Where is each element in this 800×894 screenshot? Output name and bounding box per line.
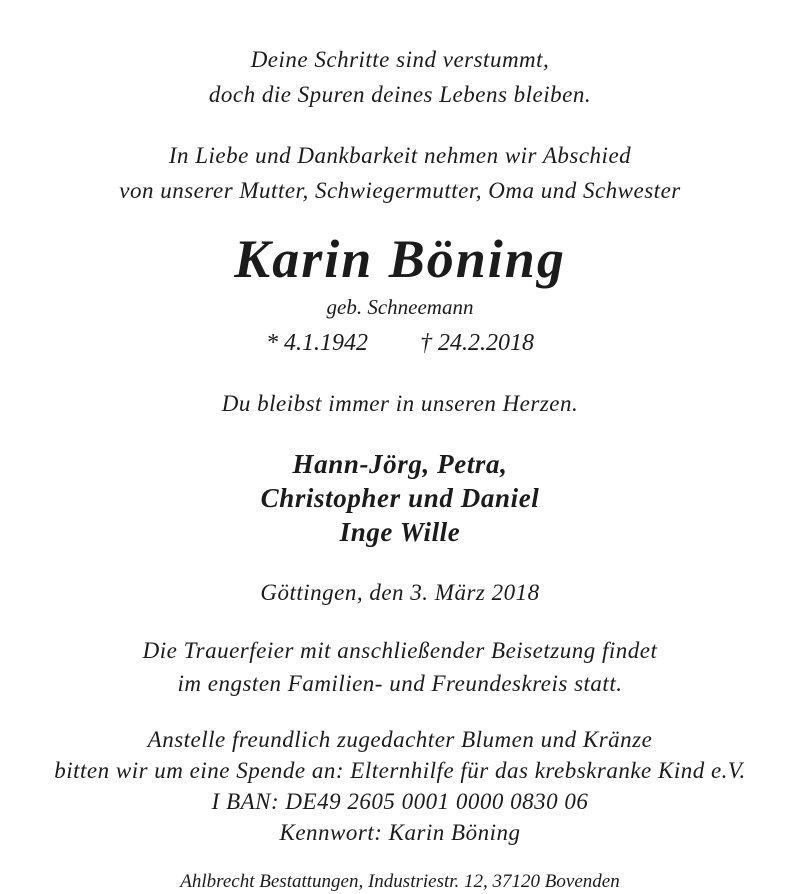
funeral-info-line: im engsten Familien- und Freundeskreis statt. bbox=[177, 671, 623, 696]
epigraph bbox=[0, 42, 800, 112]
funeral-info-line: Die Trauerfeier mit anschließender Beisetzung findet bbox=[142, 638, 658, 663]
maiden-name: geb. Schneemann bbox=[326, 295, 474, 319]
life-dates bbox=[0, 328, 800, 358]
mourner-line: Inge Wille bbox=[339, 517, 461, 547]
donation-iban: I BAN: DE49 2605 0001 0000 0830 06 bbox=[211, 789, 589, 814]
death-date: † 24.2.2018 bbox=[420, 330, 534, 356]
farewell-intro-line: In Liebe und Dankbarkeit nehmen wir Abschied bbox=[168, 143, 632, 168]
mourners-list bbox=[0, 447, 800, 549]
mourner-line: Hann-Jörg, Petra, bbox=[292, 449, 508, 479]
donation-info-line: bitten wir um eine Spende an: Elternhilfe für das krebskranke Kind e.V. bbox=[54, 758, 746, 783]
birth-date: * 4.1.1942 bbox=[266, 330, 368, 356]
remembrance-line: Du bleibst immer in unseren Herzen. bbox=[221, 391, 579, 416]
epigraph-line: Deine Schritte sind verstummt, bbox=[250, 47, 550, 72]
farewell-intro-line: von unserer Mutter, Schwiegermutter, Oma und Schwester bbox=[119, 178, 681, 203]
donation-info-line: Anstelle freundlich zugedachter Blumen und Kränze bbox=[147, 727, 653, 752]
farewell-intro bbox=[0, 138, 800, 208]
epigraph-line: doch die Spuren deines Lebens bleiben. bbox=[208, 82, 592, 107]
donation-keyword: Kennwort: Karin Böning bbox=[279, 820, 521, 845]
place-and-date: Göttingen, den 3. März 2018 bbox=[260, 580, 540, 605]
deceased-name: Karin Böning bbox=[234, 229, 566, 289]
donation-info bbox=[0, 724, 800, 848]
funeral-home-address: Ahlbrecht Bestattungen, Industriestr. 12, 37120 Bovenden bbox=[180, 871, 620, 892]
mourner-line: Christopher und Daniel bbox=[260, 483, 540, 513]
funeral-info bbox=[0, 634, 800, 700]
